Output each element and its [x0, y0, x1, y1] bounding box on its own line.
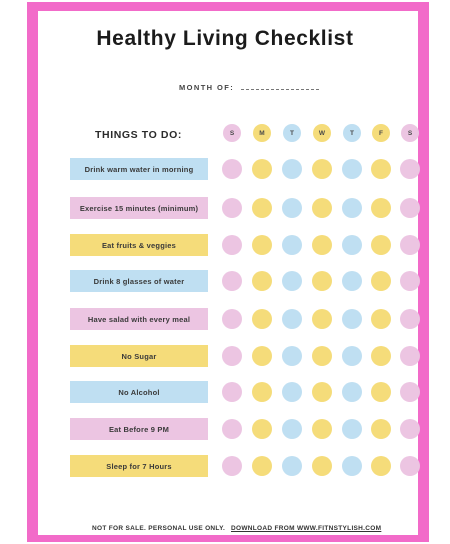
check-circle[interactable] [312, 382, 332, 402]
check-circle[interactable] [371, 271, 391, 291]
check-circle[interactable] [342, 159, 362, 179]
task-label: Eat Before 9 PM [70, 418, 208, 440]
day-header-2: T [283, 124, 301, 142]
check-circle[interactable] [282, 419, 302, 439]
check-circle[interactable] [400, 198, 420, 218]
check-circle[interactable] [342, 235, 362, 255]
check-circle[interactable] [252, 419, 272, 439]
check-circle[interactable] [312, 159, 332, 179]
check-circle[interactable] [222, 346, 242, 366]
check-circle[interactable] [252, 309, 272, 329]
check-circle[interactable] [222, 198, 242, 218]
check-circle[interactable] [400, 309, 420, 329]
check-circle[interactable] [222, 419, 242, 439]
check-circle[interactable] [400, 419, 420, 439]
month-input-line[interactable] [241, 84, 319, 90]
task-label: Sleep for 7 Hours [70, 455, 208, 477]
check-circle[interactable] [312, 198, 332, 218]
check-circle[interactable] [252, 198, 272, 218]
check-circle[interactable] [312, 235, 332, 255]
day-header-6: S [401, 124, 419, 142]
check-circle[interactable] [222, 309, 242, 329]
check-circle[interactable] [371, 346, 391, 366]
day-header-5: F [372, 124, 390, 142]
check-circle[interactable] [342, 382, 362, 402]
check-circle[interactable] [252, 346, 272, 366]
check-circle[interactable] [371, 309, 391, 329]
footer-notice: NOT FOR SALE. PERSONAL USE ONLY. [92, 525, 226, 532]
check-circle[interactable] [342, 419, 362, 439]
month-field [179, 83, 319, 92]
check-circle[interactable] [342, 271, 362, 291]
task-label: Drink 8 glasses of water [70, 270, 208, 292]
things-to-do-heading: THINGS TO DO: [95, 129, 182, 141]
check-circle[interactable] [371, 235, 391, 255]
check-circle[interactable] [252, 271, 272, 291]
task-label: No Alcohol [70, 381, 208, 403]
check-circle[interactable] [400, 456, 420, 476]
task-label: Exercise 15 minutes (minimum) [70, 197, 208, 219]
check-circle[interactable] [371, 419, 391, 439]
check-circle[interactable] [222, 235, 242, 255]
check-circle[interactable] [222, 456, 242, 476]
check-circle[interactable] [282, 235, 302, 255]
task-label: Eat fruits & veggies [70, 234, 208, 256]
task-label: Have salad with every meal [70, 308, 208, 330]
check-circle[interactable] [400, 346, 420, 366]
task-label: No Sugar [70, 345, 208, 367]
footer-download-link[interactable]: DOWNLOAD FROM WWW.FITNSTYLISH.COM [231, 525, 382, 532]
check-circle[interactable] [400, 382, 420, 402]
check-circle[interactable] [252, 456, 272, 476]
check-circle[interactable] [342, 309, 362, 329]
check-circle[interactable] [282, 346, 302, 366]
month-label: MONTH OF: [179, 83, 235, 92]
check-circle[interactable] [252, 382, 272, 402]
check-circle[interactable] [282, 198, 302, 218]
check-circle[interactable] [371, 382, 391, 402]
check-circle[interactable] [312, 456, 332, 476]
check-circle[interactable] [342, 346, 362, 366]
check-circle[interactable] [222, 271, 242, 291]
check-circle[interactable] [312, 419, 332, 439]
check-circle[interactable] [312, 271, 332, 291]
day-header-1: M [253, 124, 271, 142]
check-circle[interactable] [342, 456, 362, 476]
check-circle[interactable] [371, 159, 391, 179]
day-header-4: T [343, 124, 361, 142]
page-title: Healthy Living Checklist [96, 27, 354, 50]
check-circle[interactable] [400, 235, 420, 255]
check-circle[interactable] [342, 198, 362, 218]
day-header-0: S [223, 124, 241, 142]
check-circle[interactable] [371, 198, 391, 218]
check-circle[interactable] [222, 159, 242, 179]
check-circle[interactable] [312, 309, 332, 329]
task-label: Drink warm water in morning [70, 158, 208, 180]
check-circle[interactable] [282, 271, 302, 291]
check-circle[interactable] [282, 382, 302, 402]
day-header-3: W [313, 124, 331, 142]
check-circle[interactable] [282, 309, 302, 329]
check-circle[interactable] [282, 159, 302, 179]
check-circle[interactable] [252, 235, 272, 255]
check-circle[interactable] [252, 159, 272, 179]
check-circle[interactable] [400, 159, 420, 179]
check-circle[interactable] [400, 271, 420, 291]
check-circle[interactable] [371, 456, 391, 476]
check-circle[interactable] [222, 382, 242, 402]
check-circle[interactable] [312, 346, 332, 366]
check-circle[interactable] [282, 456, 302, 476]
